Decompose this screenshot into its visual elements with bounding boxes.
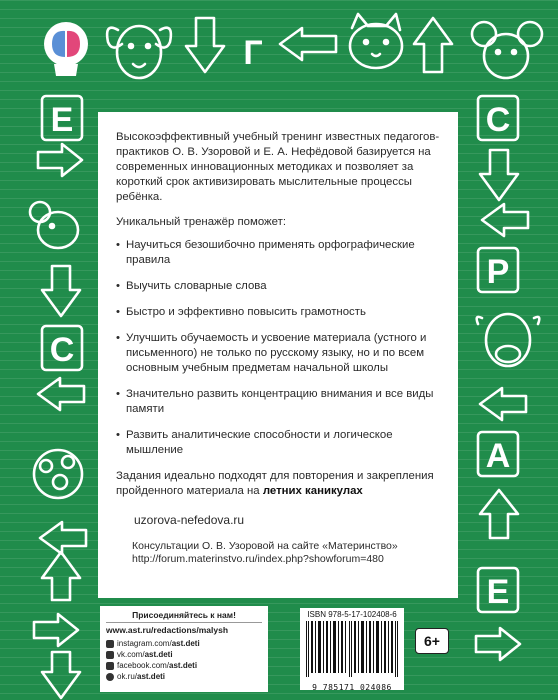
arrow-left-3-icon (40, 522, 86, 554)
letter-g-top: Г (243, 34, 263, 72)
arrow-right-right-col-icon (476, 628, 520, 660)
letter-a-right: А (485, 437, 511, 475)
social-prefix: vk.com/ (117, 650, 145, 659)
age-rating-badge: 6+ (415, 628, 449, 654)
list-item: • Значительно развить концентрацию внимания и все виды памяти (116, 387, 442, 417)
letter-s-right: С (485, 101, 511, 139)
arrow-up-right-icon (480, 490, 518, 538)
arrow-down-right-icon (480, 150, 518, 200)
social-box (100, 606, 268, 692)
mouse-left-doodle-icon (30, 202, 78, 248)
list-item: • Быстро и эффективно повысить грамотность (116, 305, 442, 320)
letter-e-left: Е (50, 101, 74, 139)
odnoklassniki-icon (106, 673, 114, 681)
intro-paragraph: Высокоэффективный учебный тренинг известных педагогов-практиков О. В. Узоровой и Е. А. Нефёдовой базируется на современных инновационных методиках и позволяет за короткий срок активизировать мыслительные процессы ребёнка. (116, 131, 440, 203)
arrow-left-right-col-icon (482, 204, 528, 236)
arrow-right-2-icon (34, 614, 78, 646)
cat-doodle-icon (350, 14, 402, 68)
list-item: • Развить аналитические способности и логическое мышление (116, 428, 442, 458)
publisher-website-link[interactable]: www.ast.ru/redactions/malysh (106, 625, 229, 635)
arrow-left-2-icon (38, 378, 84, 410)
arrow-right-icon (38, 144, 82, 176)
social-row[interactable] (106, 649, 262, 660)
join-heading: Присоединяйтесь к нам! (106, 610, 262, 623)
letter-r-right: Р (486, 253, 510, 291)
arrow-down-left-2-icon (42, 652, 80, 698)
tasks-text: Задания идеально подходят для повторения и закрепления пройденного материала на (116, 470, 434, 497)
website-link[interactable]: uzorova-nefedova.ru (134, 513, 245, 527)
vk-icon (106, 651, 114, 659)
arrow-down-icon (186, 18, 224, 72)
arrow-left-right-col-2-icon (480, 388, 526, 420)
dog-doodle-icon (107, 26, 171, 78)
forum-link[interactable]: http://forum.materinstvo.ru/index.php?showforum=480 (132, 553, 384, 565)
social-prefix: instagram.com/ (117, 639, 172, 648)
instagram-icon (106, 640, 114, 648)
arrow-up-icon (414, 18, 452, 72)
letter-e-right: Е (486, 573, 510, 611)
social-handle: ast.deti (171, 639, 200, 648)
social-prefix: facebook.com/ (117, 661, 170, 670)
list-item: • Научиться безошибочно применять орфографические правила (116, 238, 442, 268)
social-prefix: ok.ru/ (117, 672, 138, 681)
letter-s-left: С (49, 331, 75, 369)
facebook-icon (106, 662, 114, 670)
social-handle: ast.deti (144, 650, 173, 659)
lightbulb-brain-icon (44, 22, 88, 76)
list-item: • Выучить словарные слова (116, 279, 442, 294)
isbn-number: ISBN 978-5-17-102408-6 (307, 610, 397, 619)
mouse-doodle-icon (472, 22, 542, 78)
social-row[interactable] (106, 638, 262, 649)
consultation-line: Консультации О. В. Узоровой на сайте «Материнство» (132, 540, 398, 552)
barcode-number: 9 785171 024086 (312, 683, 392, 692)
benefits-list (116, 238, 442, 458)
barcode (304, 621, 400, 677)
social-row[interactable] (106, 660, 262, 671)
benefits-heading: Уникальный тренажёр поможет: (116, 216, 286, 228)
tasks-paragraph (116, 469, 442, 499)
social-row[interactable] (106, 671, 262, 682)
tasks-bold: летних каникулах (262, 485, 363, 497)
arrow-down-left-icon (42, 266, 80, 316)
description-panel (98, 112, 458, 598)
consultation-info (132, 540, 442, 566)
cow-doodle-icon (477, 314, 540, 366)
sheep-doodle-icon (34, 450, 82, 498)
arrow-up-left-icon (42, 552, 80, 600)
barcode-box (300, 608, 404, 690)
social-handle: ast.deti (137, 672, 166, 681)
arrow-left-icon (280, 28, 336, 60)
list-item: • Улучшить обучаемость и усвоение материала (устного и письменного) не только по русскому языку, но и по всем основным учебным предметам начальной школы (116, 331, 442, 376)
social-handle: ast.deti (169, 661, 198, 670)
